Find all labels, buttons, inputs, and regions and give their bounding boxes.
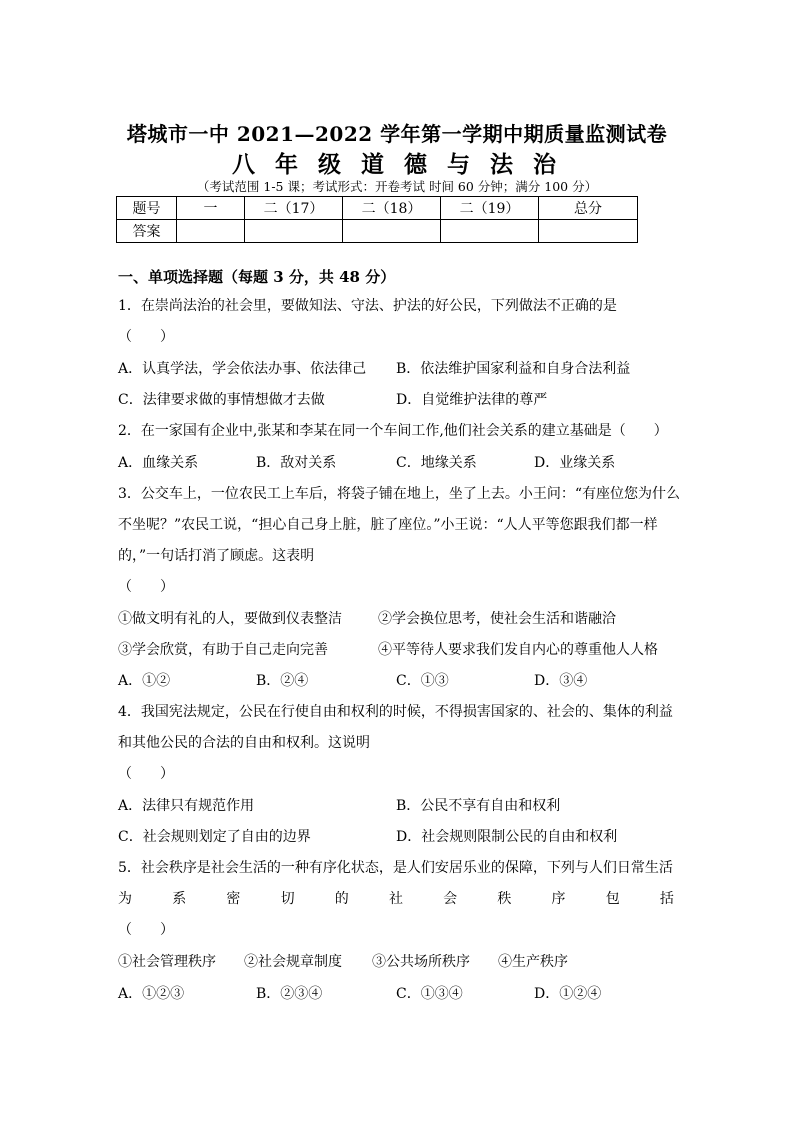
q5-statement-3: ③公共场所秩序 <box>372 954 470 970</box>
q4-option-a: A．法律只有规范作用 <box>118 798 255 814</box>
q4-blank: （ ） <box>118 766 174 782</box>
q2-option-a: A．血缘关系 <box>118 455 199 471</box>
score-table-blank-cell[interactable] <box>245 220 343 243</box>
q1-option-c: C．法律要求做的事情想做才去做 <box>118 392 325 408</box>
score-table-cell: 一 <box>177 197 245 220</box>
q5-option-a: A．①②③ <box>118 986 185 1002</box>
score-table-cell: 二（17） <box>245 197 343 220</box>
q5-stem-char: 会 <box>443 891 458 907</box>
q4-option-c: C．社会规则划定了自由的边界 <box>118 829 311 845</box>
q5-stem-char: 密 <box>226 891 241 907</box>
score-table-blank-cell[interactable] <box>539 220 638 243</box>
q1-option-a: A．认真学法，学会依法办事、依法律己 <box>118 361 367 377</box>
q5-stem-char: 秩 <box>497 891 512 907</box>
q3-option-b: B．②④ <box>256 673 309 689</box>
q2-option-d: D．业缘关系 <box>534 455 616 471</box>
q3-statement-3: ③学会欣赏，有助于自己走向完善 <box>118 642 328 658</box>
q3-statement-2: ②学会换位思考，使社会生活和谐融洽 <box>378 611 616 627</box>
q3-blank: （ ） <box>118 579 174 595</box>
exam-subject: 八 年 级 道 德 与 法 治 <box>231 151 563 178</box>
q5-stem-line1: 5．社会秩序是社会生活的一种有序化状态，是人们安居乐业的保障，下列与人们日常生活 <box>118 860 673 876</box>
score-table-cell: 答案 <box>117 220 177 243</box>
q3-option-c: C．①③ <box>396 673 449 689</box>
q5-stem-char: 切 <box>280 891 295 907</box>
q5-option-c: C．①③④ <box>396 986 463 1002</box>
q1-blank: （ ） <box>118 329 174 345</box>
q3-stem-line2: 不坐呢？”农民工说，“担心自己身上脏，脏了座位。”小王说：“人人平等您跟我们都一样 <box>118 517 658 533</box>
score-table-cell: 二（18） <box>343 197 441 220</box>
q5-blank: （ ） <box>118 922 174 938</box>
score-table-blank-cell[interactable] <box>343 220 441 243</box>
q5-stem-char: 的 <box>334 891 349 907</box>
q4-stem-line1: 4．我国宪法规定，公民在行使自由和权利的时候，不得损害国家的、社会的、集体的利益 <box>118 704 673 720</box>
q3-option-a: A．①② <box>118 673 171 689</box>
q2-option-b: B．敌对关系 <box>256 455 337 471</box>
q5-statement-1: ①社会管理秩序 <box>118 954 216 970</box>
exam-info: （考试范围 1-5 课；考试形式：开卷考试 时间 60 分钟；满分 100 分） <box>196 179 598 194</box>
score-table-cell: 二（19） <box>441 197 539 220</box>
q3-stem-line3: 的，”一句话打消了顾虑。这表明 <box>118 548 315 564</box>
q3-stem-line1: 3．公交车上，一位农民工上车后，将袋子铺在地上，坐了上去。小王问：“有座位您为什么 <box>118 486 681 502</box>
exam-title: 塔城市一中 2021—2022 学年第一学期中期质量监测试卷 <box>126 122 668 146</box>
q3-statement-4: ④平等待人要求我们发自内心的尊重他人人格 <box>378 642 658 658</box>
q5-statement-2: ②社会规章制度 <box>244 954 342 970</box>
score-table-cell: 题号 <box>117 197 177 220</box>
q5-stem-char: 括 <box>659 891 674 907</box>
score-table-blank-cell[interactable] <box>177 220 245 243</box>
section-heading: 一、单项选择题（每题 3 分，共 48 分） <box>118 268 396 286</box>
q5-statement-4: ④生产秩序 <box>498 954 568 970</box>
q3-option-d: D．③④ <box>534 673 588 689</box>
score-table-blank-cell[interactable] <box>441 220 539 243</box>
score-table-cell: 总分 <box>539 197 638 220</box>
q1-option-d: D．自觉维护法律的尊严 <box>396 392 548 408</box>
q4-option-b: B．公民不享有自由和权利 <box>396 798 561 814</box>
q5-stem-char: 系 <box>172 891 187 907</box>
q5-stem-line2 <box>118 888 674 908</box>
q2-stem: 2．在一家国有企业中,张某和李某在同一个车间工作,他们社会关系的建立基础是（ ） <box>118 423 668 439</box>
score-table-header-row <box>117 197 638 220</box>
q4-option-d: D．社会规则限制公民的自由和权利 <box>396 829 618 845</box>
q5-stem-char: 为 <box>118 891 132 907</box>
q5-option-d: D．①②④ <box>534 986 602 1002</box>
score-table-answer-row <box>117 220 638 243</box>
q3-statement-1: ①做文明有礼的人，要做到仪表整洁 <box>118 611 342 627</box>
q5-option-b: B．②③④ <box>256 986 323 1002</box>
q4-stem-line2: 和其他公民的合法的自由和权利。这说明 <box>118 735 370 751</box>
q5-stem-char: 社 <box>388 891 403 907</box>
q5-stem-char: 序 <box>551 891 566 907</box>
q2-option-c: C．地缘关系 <box>396 455 477 471</box>
q5-stem-char: 包 <box>605 891 620 907</box>
score-table <box>116 196 638 243</box>
q1-stem: 1．在崇尚法治的社会里，要做知法、守法、护法的好公民，下列做法不正确的是 <box>118 298 617 314</box>
q1-option-b: B．依法维护国家利益和自身合法利益 <box>396 361 631 377</box>
